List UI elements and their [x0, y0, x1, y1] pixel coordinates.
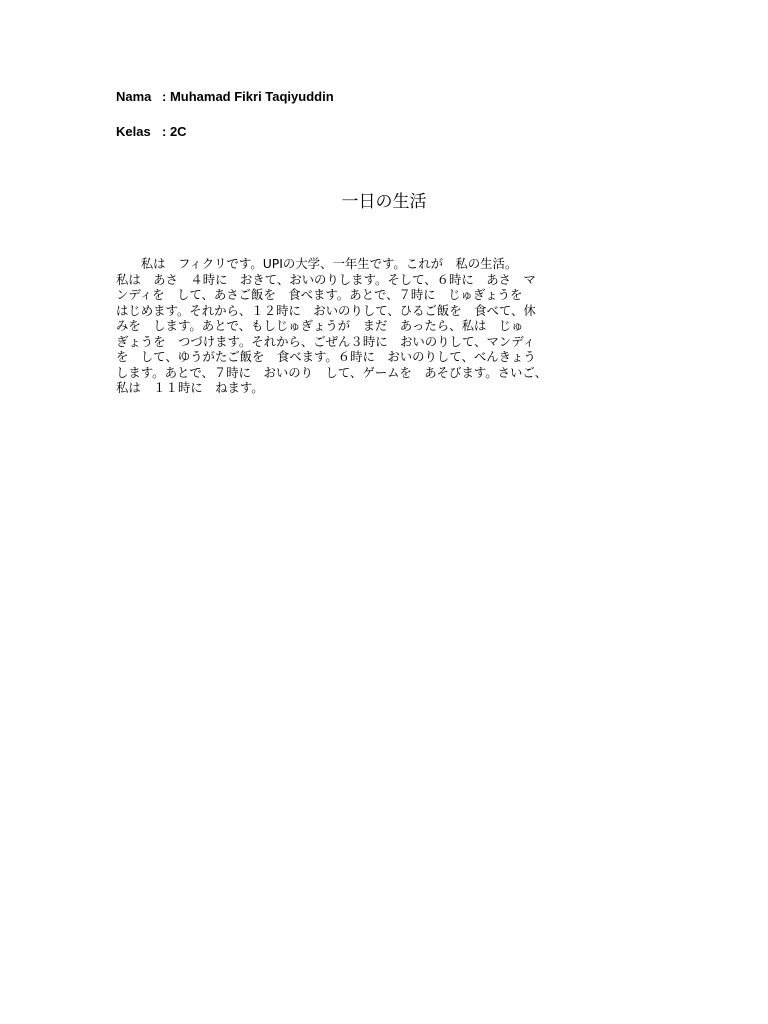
body-paragraph [116, 256, 656, 396]
name-label: Nama [116, 89, 152, 104]
body-line: はじめます。それから、１２時に おいのりして、ひるご飯を 食べて、休 [116, 302, 536, 318]
body-line: します。あとで、７時に おいのり して、ゲームを あそびます。さいご、 [116, 364, 548, 380]
body-line: ンディを して、あさご飯を 食べます。あとで、７時に じゅぎょうを [116, 287, 523, 302]
body-line: みを します。あとで、もしじゅぎょうが まだ あったら、私は じゅ [116, 318, 524, 333]
body-line: を して、ゆうがたご飯を 食べます。６時に おいのりして、べんきょう [116, 349, 536, 364]
body-line: 私は フィクリです。UPIの大学、一年生です。これが 私の生活。 [116, 256, 518, 271]
name-row [116, 89, 334, 104]
body-line: 私は あさ ４時に おきて、おいのりします。そして、６時に あさ マ [116, 271, 536, 287]
document-title: 一日の生活 [341, 192, 427, 212]
class-value: : 2C [162, 124, 187, 139]
class-row [116, 124, 187, 139]
body-line: ぎょうを つづけます。それから、ごぜん３時に おいのりして、マンディ [116, 333, 536, 349]
name-value: : Muhamad Fikri Taqiyuddin [162, 89, 334, 104]
body-line: 私は １１時に ねます。 [116, 380, 264, 395]
class-label: Kelas [116, 124, 151, 139]
